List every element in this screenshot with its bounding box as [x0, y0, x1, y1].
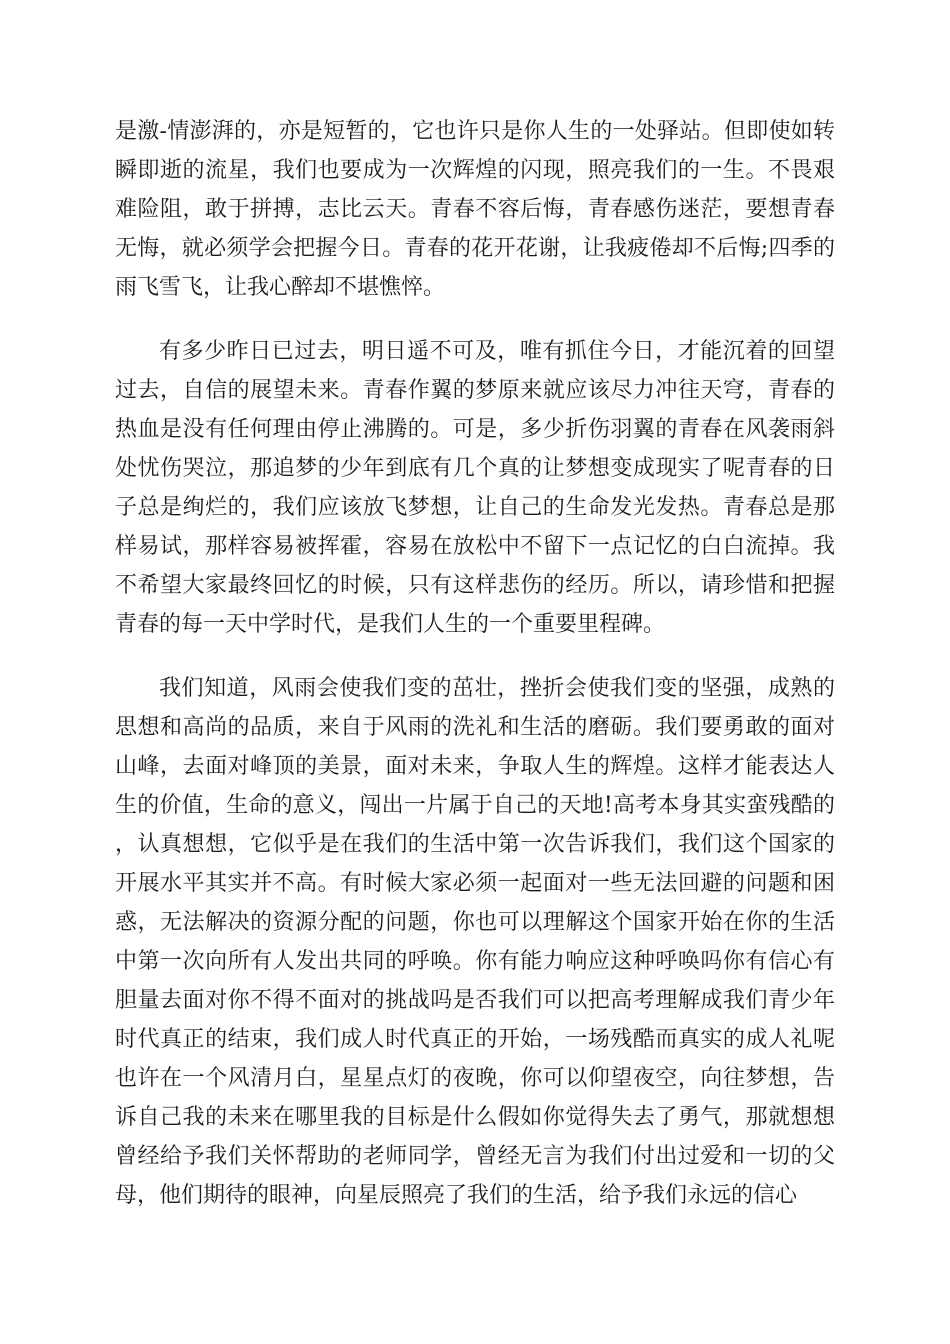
document-body [115, 112, 835, 1215]
paragraph-2: 有多少昨日已过去，明日遥不可及，唯有抓住今日，才能沉着的回望过去，自信的展望未来。青春作翼的梦原来就应该尽力冲往天穹，青春的热血是没有任何理由停止沸腾的。可是，多少折伤羽翼的青春在风袭雨斜处忧伤哭泣，那追梦的少年到底有几个真的让梦想变成现实了呢青春的日子总是绚烂的，我们应该放飞梦想，让自己的生命发光发热。青春总是那样易试，那样容易被挥霍，容易在放松中不留下一点记忆的白白流掉。我不希望大家最终回忆的时候，只有这样悲伤的经历。所以，请珍惜和把握青春的每一天中学时代，是我们人生的一个重要里程碑。 [115, 339, 835, 637]
paragraph-1: 是激-情澎湃的，亦是短暂的，它也许只是你人生的一处驿站。但即使如转瞬即逝的流星，我们也要成为一次辉煌的闪现，照亮我们的一生。不畏艰难险阻，敢于拼搏，志比云天。青春不容后悔，青春感伤迷茫，要想青春无悔，就必须学会把握今日。青春的花开花谢，让我疲倦却不后悔;四季的雨飞雪飞，让我心醉却不堪憔悴。 [115, 119, 835, 300]
paragraph-3: 我们知道，风雨会使我们变的茁壮，挫折会使我们变的坚强，成熟的思想和高尚的品质，来自于风雨的洗礼和生活的磨砺。我们要勇敢的面对山峰，去面对峰顶的美景，面对未来，争取人生的辉煌。这样才能表达人生的价值，生命的意义，闯出一片属于自己的天地!高考本身其实蛮残酷的，认真想想，它似乎是在我们的生活中第一次告诉我们，我们这个国家的开展水平其实并不高。有时候大家必须一起面对一些无法回避的问题和困惑，无法解决的资源分配的问题，你也可以理解这个国家开始在你的生活中第一次向所有人发出共同的呼唤。你有能力响应这种呼唤吗你有信心有胆量去面对你不得不面对的挑战吗是否我们可以把高考理解成我们青少年时代真正的结束，我们成人时代真正的开始，一场残酷而真实的成人礼呢也许在一个风清月白，星星点灯的夜晚，你可以仰望夜空，向往梦想，告诉自己我的未来在哪里我的目标是什么假如你觉得失去了勇气，那就想想曾经给予我们关怀帮助的老师同学，曾经无言为我们付出过爱和一切的父母，他们期待的眼神，向星辰照亮了我们的生活，给予我们永远的信心 [115, 676, 835, 1208]
